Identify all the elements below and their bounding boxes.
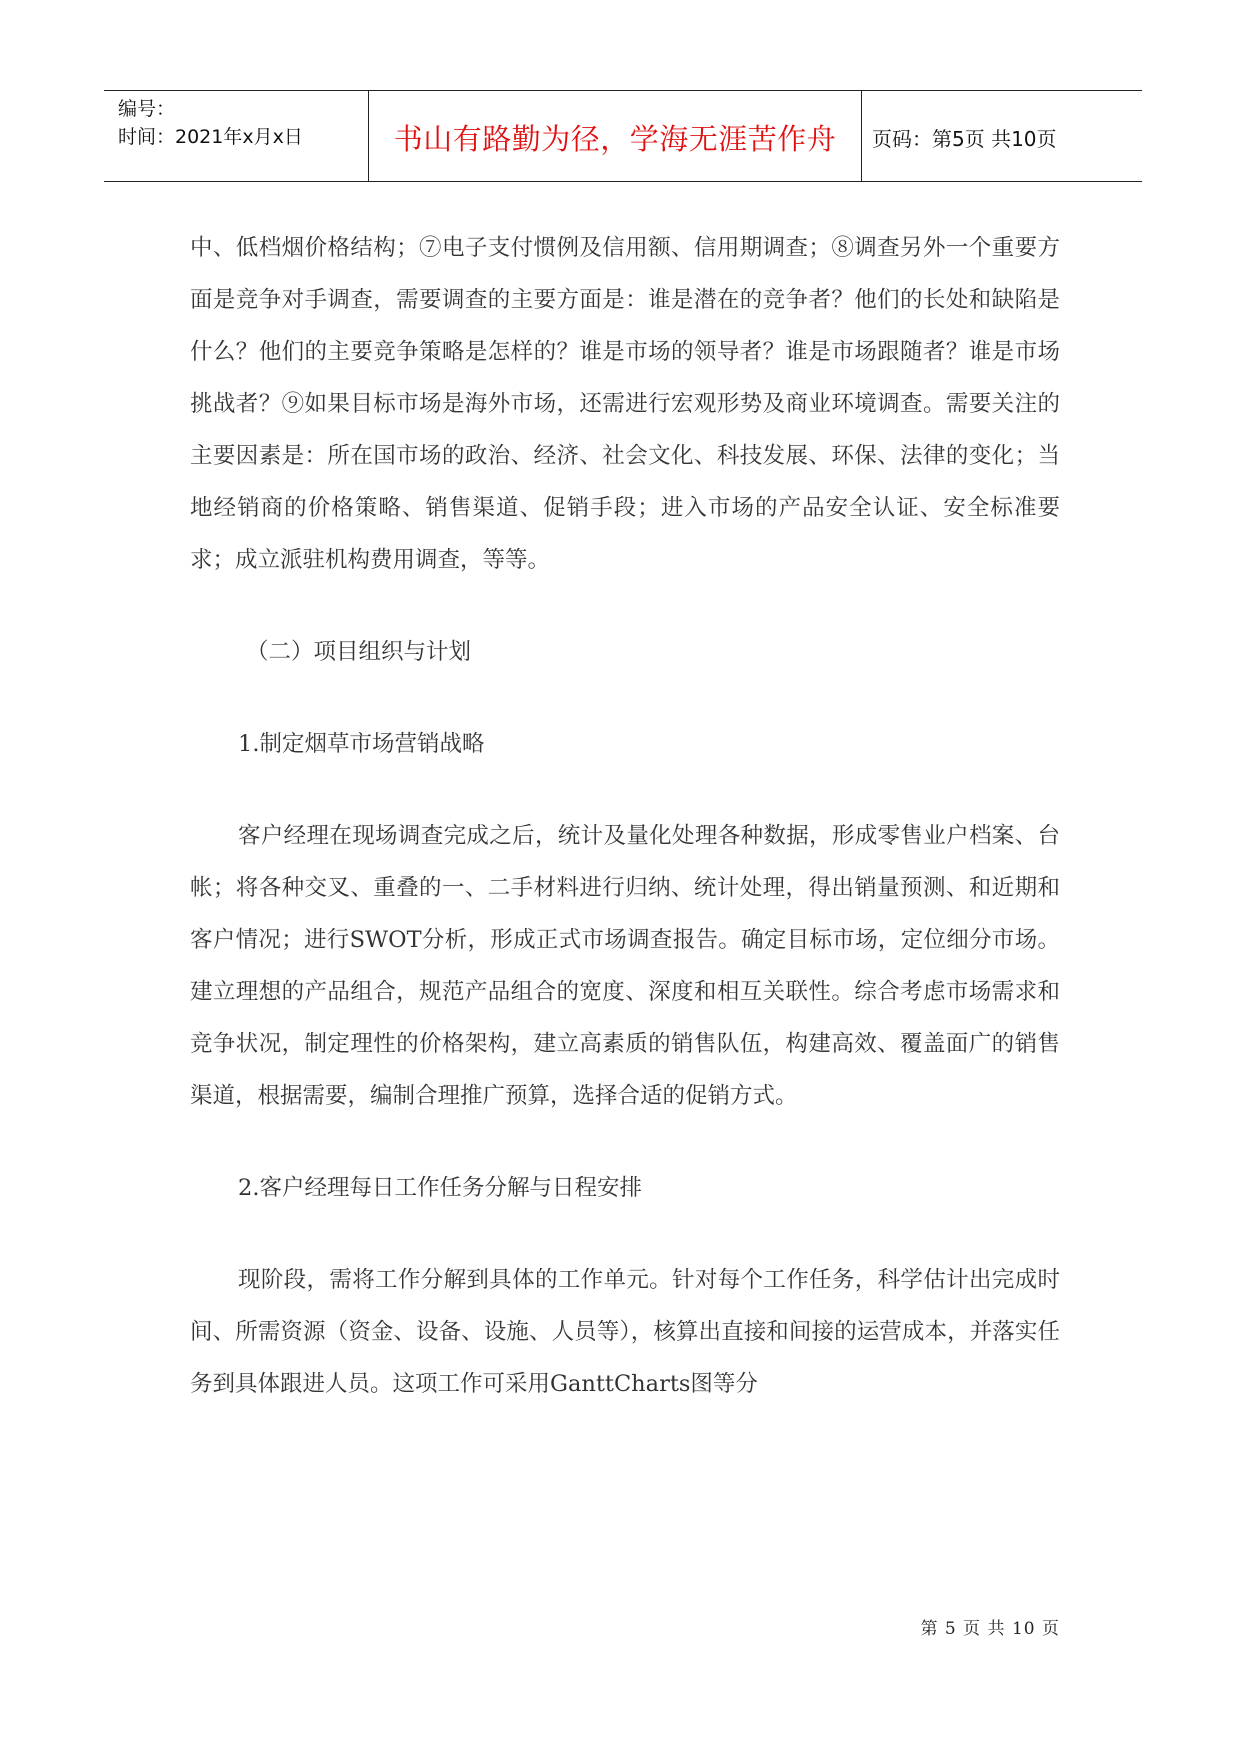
header-motto: 书山有路勤为径，学海无涯苦作舟 [393,121,837,156]
document-body [190,222,1060,1410]
subsection-heading-2: 2.客户经理每日工作任务分解与日程安排 [238,1175,642,1201]
serial-number-label: 编号： [118,98,176,120]
time-label: 时间：2021年x月x日 [118,126,303,148]
header-meta [118,95,303,151]
page-footer: 第 5 页 共 10 页 [920,1619,1060,1639]
header-divider-right [861,91,862,181]
paragraph-task-breakdown: 现阶段，需将工作分解到具体的工作单元。针对每个工作任务，科学估计出完成时间、所需资源（资金、设备、设施、人员等），核算出直接和间接的运营成本，并落实任务到具体跟进人员。这项工作可采用GanttCharts图等分 [190,1267,1060,1397]
page-header [104,90,1142,182]
paragraph-strategy: 客户经理在现场调查完成之后，统计及量化处理各种数据，形成零售业户档案、台帐；将各种交叉、重叠的一、二手材料进行归纳、统计处理，得出销量预测、和近期和客户情况；进行SWOT分析，形成正式市场调查报告。确定目标市场，定位细分市场。建立理想的产品组合，规范产品组合的宽度、深度和相互关联性。综合考虑市场需求和竞争状况，制定理性的价格架构，建立高素质的销售队伍，构建高效、覆盖面广的销售渠道，根据需要，编制合理推广预算，选择合适的促销方式。 [190,823,1060,1109]
subsection-heading-1: 1.制定烟草市场营销战略 [238,731,485,757]
paragraph-market-survey: 中、低档烟价格结构；⑦电子支付惯例及信用额、信用期调查；⑧调查另外一个重要方面是竞争对手调查，需要调查的主要方面是：谁是潜在的竞争者？他们的长处和缺陷是什么？他们的主要竞争策略是怎样的？谁是市场的领导者？谁是市场跟随者？谁是市场挑战者？⑨如果目标市场是海外市场，还需进行宏观形势及商业环境调查。需要关注的主要因素是：所在国市场的政治、经济、社会文化、科技发展、环保、法律的变化；当地经销商的价格策略、销售渠道、促销手段；进入市场的产品安全认证、安全标准要求；成立派驻机构费用调查，等等。 [190,235,1060,573]
section-heading: （二）项目组织与计划 [246,639,472,665]
header-page-number: 页码：第5页 共10页 [872,126,1057,151]
